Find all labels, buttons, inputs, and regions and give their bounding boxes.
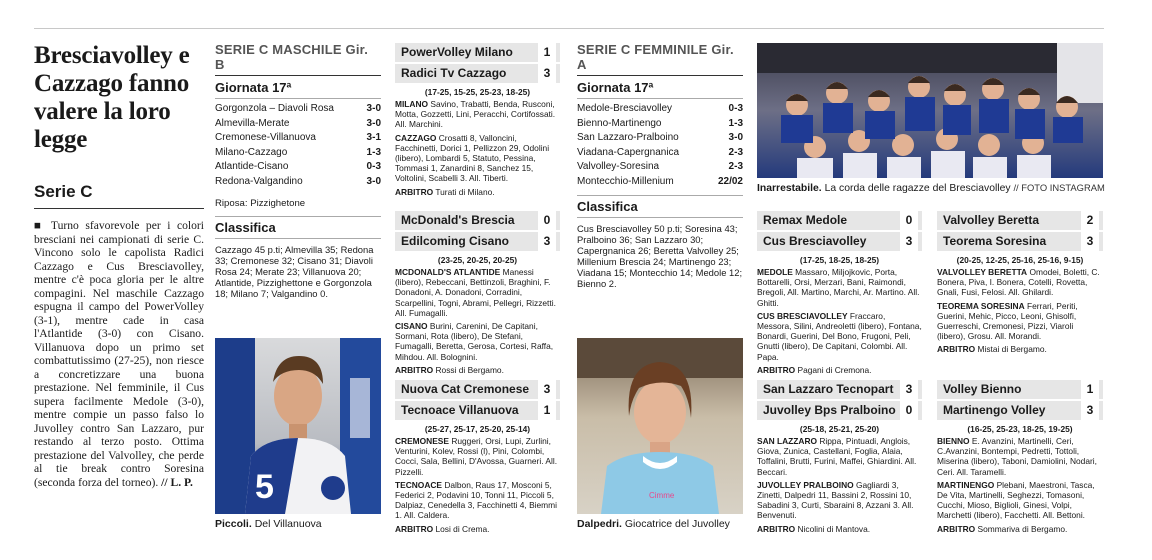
match-box-1 (395, 211, 560, 375)
result-match: Milano-Cazzago (215, 146, 288, 158)
match-referee-name: Nicolini di Mantova. (797, 523, 871, 534)
team-photo-credit: // FOTO INSTAGRAM (1013, 182, 1105, 193)
match-referee-name: Rossi di Bergamo. (435, 364, 504, 375)
match-lineup-team: TEOREMA SORESINA (937, 300, 1025, 311)
femminile-giornata-rule (577, 98, 743, 99)
match-team-name: McDonald's Brescia (401, 213, 515, 227)
match-referee (395, 524, 560, 534)
femminile-giornata: Giornata 17ª (577, 80, 654, 95)
match-lineup (395, 436, 560, 477)
result-match: Gorgonzola – Diavoli Rosa (215, 103, 334, 114)
match-team-name: Edilcoming Cisano (401, 234, 510, 248)
match-team-row (395, 43, 560, 62)
match-lineup-players: Massaro, Miljojkovic, Porta, Bottarelli, Orsi, Merzari, Bani, Raimondi, Bregoli, All. Martino, Marchi, Ar. Martino. All. Ghitti. (757, 267, 920, 308)
match-team-name: Remax Medole (763, 213, 848, 227)
match-lineup-players: Gagliardi 3, Zinetti, Dalpedri 11, Bassini 2, Rossini 10, Sabadini 3, Curti, Sbaraini 8, Azzani 3. All. Benvenuti. (757, 479, 914, 521)
svg-text:Cimme: Cimme (649, 491, 675, 500)
maschile-riposa-text: Riposa: Pizzighetone (215, 198, 306, 209)
kicker-rule (34, 208, 204, 209)
match-referee-label: ARBITRO (937, 344, 976, 355)
match-box-3 (757, 211, 922, 375)
match-team-row (757, 401, 922, 420)
match-lineup-players: E. Avanzini, Martinelli, Ceri, C.Avanzini, Bontempi, Pedretti, Tottoli, Miserina (libero), Taboni, Damiolini, Nodari, Ceri. All. Taramelli. (937, 436, 1097, 477)
match-lineup-players: Manessi (libero), Rebeccani, Bettinzoli, Braghini, F. Donadoni, A. Donadoni, Corradini, Scarpellini, Togni, Abrami, Pellegri, Rizzetti. All. Fumagalli. (395, 267, 556, 318)
match-set-scores: (25-27, 25-17, 25-20, 25-14) (424, 424, 531, 434)
match-box-5 (937, 211, 1103, 354)
article-column (34, 42, 204, 489)
match-team-name: Teorema Soresina (943, 234, 1047, 248)
result-score: 0-3 (366, 161, 381, 172)
piccoli-caption (215, 518, 322, 530)
match-team-name: Radici Tv Cazzago (401, 66, 507, 80)
match-team-points: 0 (900, 211, 918, 230)
match-lineup-team: MEDOLE (757, 267, 793, 277)
match-box-4 (757, 380, 922, 534)
match-team-row (395, 232, 560, 251)
match-team-points: 3 (538, 64, 556, 83)
match-lineup-team: BIENNO (937, 436, 970, 446)
team-photo-illustration (757, 43, 1103, 178)
match-lineup (395, 133, 560, 184)
match-lineup (937, 436, 1103, 477)
match-referee-name: Turati di Milano. (435, 186, 495, 197)
match-lineup-team: CISANO (395, 321, 428, 332)
match-lineup-players: Burini, Carenini, De Capitani, Sormani, Rota (libero), De Stefani, Fumagalli, Beretta, Gerosa, Cortesi, Raffa, Mihdou. All. Bolognini. (395, 321, 554, 362)
top-rule (34, 28, 1104, 29)
match-lineup-team: SAN LAZZARO (757, 436, 818, 446)
match-referee-name: Mistai di Bergamo. (977, 344, 1047, 355)
match-lineup-team: MILANO (395, 99, 429, 109)
result-score: 1-3 (366, 146, 381, 158)
result-row (215, 175, 381, 190)
match-referee-label: ARBITRO (395, 523, 434, 534)
result-score: 3-0 (366, 117, 381, 129)
match-team-points: 3 (1081, 232, 1099, 251)
result-row (215, 146, 381, 161)
result-row (577, 160, 743, 175)
dalpedri-photo (577, 338, 743, 514)
article-signature: // L. P. (161, 475, 193, 489)
match-team-row (937, 401, 1103, 420)
result-match: Redona-Valgandino (215, 175, 303, 187)
result-row (215, 160, 381, 175)
article-headline: Bresciavolley e Cazzago fanno valere la loro legge (34, 42, 190, 153)
maschile-results-list (215, 102, 381, 189)
match-referee-label: ARBITRO (395, 364, 434, 375)
match-set-scores: (17-25, 18-25, 18-25) (799, 255, 880, 265)
match-lineup (757, 436, 922, 477)
match-team-name: Tecnoace Villanuova (401, 403, 519, 417)
match-lineup (937, 480, 1103, 521)
femminile-results-list (577, 102, 743, 189)
match-team-points: 1 (538, 43, 556, 62)
result-score: 2-3 (728, 146, 743, 158)
match-referee-name: Losi di Crema. (435, 523, 490, 534)
match-lineup-team: JUVOLLEY PRALBOINO (757, 479, 854, 490)
team-photo-caption-text: La corda delle ragazze del Bresciavolley (824, 183, 1011, 194)
match-team-points: 3 (538, 232, 556, 251)
maschile-classifica-rule (215, 238, 381, 239)
femminile-classifica-text: Cus Bresciavolley 50 p.ti; Soresina 43; Pralboino 36; San Lazzaro 30; Capergnanica 26; Beretta Valvolley 25; Millenium Brescia 24; Martinengo 23; Viadana 15; Montecchio 14; Medole 12; Bienno 2. (577, 223, 743, 289)
maschile-league-rule (215, 75, 381, 76)
match-lineup-players: Savino, Trabatti, Benda, Rusconi, Motta, Gozzetti, Lini, Peracchi, Cortifossati. All. Marchini. (395, 99, 556, 130)
result-score: 2-3 (728, 161, 743, 172)
result-row (577, 131, 743, 146)
dalpedri-caption (577, 518, 730, 530)
dalpedri-caption-bold: Dalpedri. (577, 518, 622, 530)
match-lineup-players: Omodei, Boletti, C. Bonera, Piva, I. Bonera, Cotelli, Rovetta, Gnali, Fusi, Felosi. All. Ghilardi. (937, 267, 1100, 298)
result-score: 3-1 (366, 132, 381, 143)
match-referee (937, 524, 1103, 534)
result-score: 3-0 (728, 132, 743, 143)
match-lineup-team: VALVOLLEY BERETTA (937, 267, 1028, 277)
match-lineup-players: Crosatti 8, Valloncini, Facchinetti, Dorici 1, Pellizzon 29, Odolini (libero), Lombardi 5, Statuto, Pessina, Tommasi 1, Zanardini 8, Sanchez 15, Voltolini, Scabelli 3. All. Tiberti. (395, 132, 550, 184)
result-row (215, 102, 381, 117)
match-team-points: 3 (900, 232, 918, 251)
result-match: Valvolley-Soresina (577, 161, 660, 172)
match-referee-name: Sommariva di Bergamo. (977, 523, 1068, 534)
maschile-riposa (215, 197, 381, 212)
femminile-classifica-rule-top (577, 195, 743, 196)
result-match: Atlantide-Cisano (215, 161, 289, 172)
match-referee-name: Pagani di Cremona. (797, 364, 872, 375)
match-lineup-players: Ruggeri, Orsi, Lupi, Zurlini, Venturini, Kolev, Rossi (l), Pini, Colombi, Cocci, Sala, Bellini, D'Avossa, Guarneri. All. Pizzelli. (395, 436, 558, 477)
result-match: Medole-Bresciavolley (577, 103, 673, 114)
match-team-name: Juvolley Bps Pralboino (763, 403, 896, 417)
femminile-classifica-title: Classifica (577, 199, 638, 214)
femminile-column (577, 42, 743, 289)
match-set-scores: (17-25, 15-25, 25-23, 18-25) (424, 87, 531, 97)
piccoli-caption-bold: Piccoli. (215, 518, 252, 530)
match-box-2 (395, 380, 560, 534)
match-referee-label: ARBITRO (757, 523, 796, 534)
match-lineup-players: Rippa, Pintuadi, Anglois, Giova, Zunica, Castellani, Foglia, Alaia, Toffalini, Brutti, Furini, Maffei, Ghiardini. All. Beccari. (757, 436, 917, 477)
result-score: 0-3 (728, 103, 743, 114)
match-team-row (937, 211, 1103, 230)
match-lineup (395, 480, 560, 521)
match-team-row (395, 380, 560, 399)
article-kicker: Serie C (34, 182, 93, 201)
maschile-classifica-text: Cazzago 45 p.ti; Almevilla 35; Redona 33; Cremonese 32; Cisano 31; Diavoli Rosa 24; Merate 23; Villanuova 20; Atlantide, Pizzighettone e Gorgonzola 18; Milano 7; Valgandino 0. (215, 243, 374, 299)
result-score: 3-0 (366, 103, 381, 114)
match-lineup-team: MARTINENGO (937, 479, 995, 490)
result-match: Cremonese-Villanuova (215, 132, 316, 143)
match-team-name: Cus Bresciavolley (763, 234, 867, 248)
result-row (577, 175, 743, 190)
match-team-points: 1 (538, 401, 556, 420)
match-lineup-players: Ferrari, Periti, Guerini, Mehic, Picco, Leoni, Ghisolfi, Guerreschi, Cremonesi, Pizzi, Viaroli (libero), Grosu. All. Morandi. (937, 300, 1078, 342)
dalpedri-photo-illustration (577, 338, 743, 514)
result-row (577, 117, 743, 132)
match-team-row (395, 401, 560, 420)
match-lineup (937, 267, 1103, 298)
match-lineup-players: Fraccaro, Messora, Silini, Andreoletti (libero), Fontana, Bonardi, Guerini, Del Bono, Frugoni, Peli, Gnutti (libero), De Capitani, Colombi. All. Papa. (757, 310, 922, 362)
match-team-points: 2 (1081, 211, 1099, 230)
match-lineup (757, 480, 922, 521)
match-team-row (757, 211, 922, 230)
match-lineup-team: TECNOACE (395, 479, 442, 490)
team-photo-caption (757, 182, 1105, 194)
match-referee-label: ARBITRO (757, 364, 796, 375)
match-box-0 (395, 43, 560, 197)
match-set-scores: (20-25, 12-25, 25-16, 25-16, 9-15) (956, 255, 1084, 265)
result-score: 3-0 (366, 175, 381, 187)
maschile-giornata-rule (215, 98, 381, 99)
match-set-scores: (25-18, 25-21, 25-20) (799, 424, 880, 434)
match-team-name: Valvolley Beretta (943, 213, 1040, 227)
result-row (215, 117, 381, 132)
match-referee-label: ARBITRO (937, 523, 976, 534)
result-match: Almevilla-Merate (215, 117, 290, 129)
match-team-row (395, 211, 560, 230)
match-team-points: 3 (900, 380, 918, 399)
match-team-name: Martinengo Volley (943, 403, 1046, 417)
result-match: Montecchio-Millenium (577, 175, 674, 187)
match-lineup (757, 267, 922, 308)
match-set-scores: (23-25, 20-25, 20-25) (437, 255, 518, 265)
match-box-6 (937, 380, 1103, 534)
match-lineup-team: CUS BRESCIAVOLLEY (757, 310, 848, 321)
match-team-row (395, 64, 560, 83)
femminile-classifica-rule (577, 217, 743, 218)
result-row (577, 146, 743, 161)
femminile-league-title: SERIE C FEMMINILE Gir. A (577, 42, 734, 72)
match-team-points: 1 (1081, 380, 1099, 399)
match-team-points: 3 (1081, 401, 1099, 420)
result-match: Bienno-Martinengo (577, 117, 662, 129)
piccoli-photo-illustration (215, 338, 381, 514)
match-team-row (757, 232, 922, 251)
match-referee (757, 524, 922, 534)
match-lineup (395, 321, 560, 362)
match-team-row (937, 380, 1103, 399)
piccoli-caption-text: Del Villanuova (254, 518, 322, 530)
article-body (34, 219, 204, 489)
match-lineup-team: CREMONESE (395, 436, 449, 446)
match-referee (395, 187, 560, 197)
match-lineup (937, 301, 1103, 342)
article-body-text: ■ Turno sfavorevole per i colori bresciani nei campionati di serie C. Vincono solo le capolista Radici Cazzago e Cus Bresciavolley, mentre c'è poca gloria per le altre compagini. Nel maschile Cazzago espugna il campo del PowerVolley (3-1), mentre cade in casa l'Atlantide (3-0) con Cisano. Villanuova dopo un primo set combattutissimo (27-25), non riesce a concretizzare una buona prestazione. Nel femminile, il Cus supera facilmente Medole (3-0), mentre compie un passo falso lo Juvolley contro San Lazzaro, pur restando al terzo posto. Ottima prestazione del Valvolley, che perde al tie break contro Soresina (seconda forza del torneo). (34, 219, 204, 489)
match-team-name: PowerVolley Milano (401, 45, 513, 59)
maschile-giornata: Giornata 17ª (215, 80, 292, 95)
match-team-points: 3 (538, 380, 556, 399)
result-score: 22/02 (717, 175, 743, 187)
dalpedri-caption-text: Giocatrice del Juvolley (624, 518, 730, 530)
match-team-name: Volley Bienno (943, 382, 1022, 396)
result-match: Viadana-Capergnanica (577, 146, 680, 158)
match-referee (937, 344, 1103, 354)
maschile-column (215, 42, 381, 299)
team-photo (757, 43, 1103, 178)
match-team-points: 0 (538, 211, 556, 230)
match-set-scores: (16-25, 25-23, 18-25, 19-25) (967, 424, 1073, 434)
match-lineup-team: CAZZAGO (395, 132, 437, 143)
match-lineup-team: MCDONALD'S ATLANTIDE (395, 267, 501, 277)
match-lineup (395, 267, 560, 318)
result-row (577, 102, 743, 117)
svg-text:5: 5 (255, 468, 274, 506)
result-row (215, 131, 381, 146)
match-referee-label: ARBITRO (395, 186, 434, 197)
result-score: 1-3 (728, 117, 743, 129)
match-lineup-players: Plebani, Maestroni, Tasca, De Vita, Martinelli, Seghezzi, Tomasoni, Cucchi, Mioso, Biglioli, Ginesi, Volpi, Marchetti (libero), Facchetti. All. Bettoni. (937, 479, 1095, 521)
piccoli-photo (215, 338, 381, 514)
match-team-row (937, 232, 1103, 251)
maschile-classifica-title: Classifica (215, 219, 276, 235)
match-team-points: 0 (900, 401, 918, 420)
maschile-classifica-rule-top (215, 216, 381, 217)
match-team-name: San Lazzaro Tecnopart (763, 382, 894, 396)
match-referee (757, 365, 922, 375)
result-match: San Lazzaro-Pralboino (577, 132, 679, 143)
match-lineup (395, 99, 560, 130)
team-photo-caption-bold: Inarrestabile. (757, 183, 822, 194)
match-lineup (757, 311, 922, 362)
match-team-row (757, 380, 922, 399)
match-team-name: Nuova Cat Cremonese (401, 382, 530, 396)
match-lineup-players: Dalbon, Raus 17, Mosconi 5, Federici 2, Podavini 10, Tonni 11, Piccoli 5, Dalpiaz, Cenedella 3, Facchinetti 4, Biemmi 1. All. Caldera. (395, 479, 557, 521)
match-referee (395, 365, 560, 375)
maschile-league-title: SERIE C MASCHILE Gir. B (215, 42, 369, 72)
femminile-league-rule (577, 75, 743, 76)
